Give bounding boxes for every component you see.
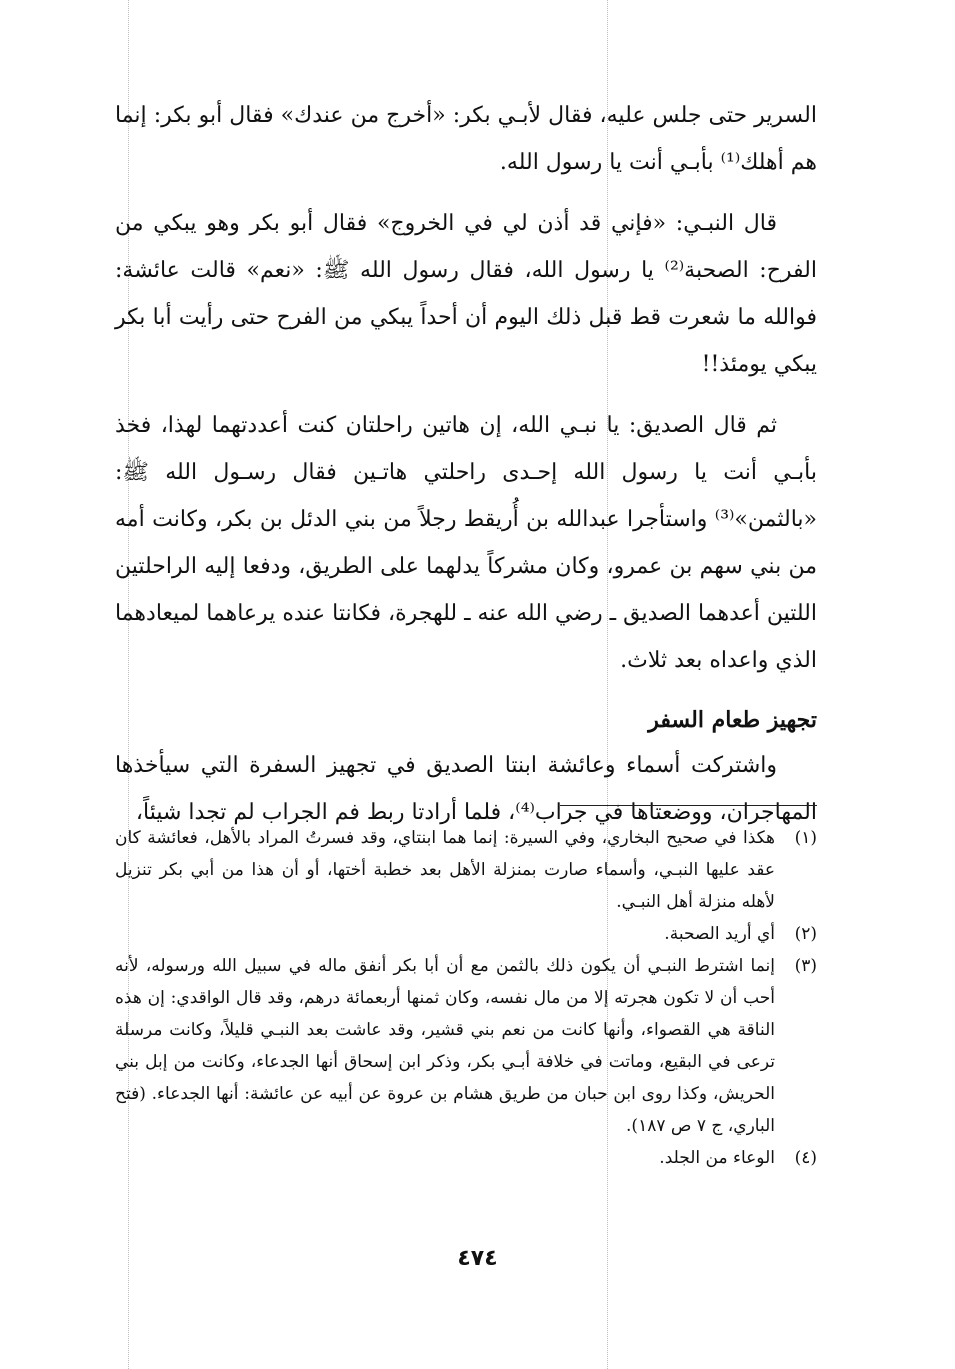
footnote-number: (٢) xyxy=(794,924,817,944)
page-number: ٤٧٤ xyxy=(457,1246,498,1271)
footnote-2 xyxy=(115,918,817,950)
footnote-text: أي أريد الصحبة. xyxy=(664,924,775,944)
paragraph-4: واشتركت أسماء وعائشة ابنتا الصديق في تجهيز السفرة التي سيأخذها المهاجران، ووضعتاها في جراب⁽⁴⁾، فلما أرادتا ربط فم الجراب لم تجدا شيئاً، xyxy=(115,753,817,825)
footnotes xyxy=(115,822,817,1174)
footnote-1 xyxy=(115,822,817,918)
footnote-divider xyxy=(560,805,817,806)
footnote-3 xyxy=(115,950,817,1142)
paragraph-3: ثم قال الصديق: يا نبـي الله، إن هاتين راحلتان كنت أعددتهما لهذا، فخذ بأبـي أنت يا رسول الله إحـدى راحلتي هاتـين فقال رسـول الله ﷺ: «بالثمن»⁽³⁾ واستأجرا عبدالله بن أُريقط رجلاً من بني الدئل بن بكر، وكانت أمه من بني سهم بن عمرو، وكان مشركاً يدلهما على الطريق، ودفعا إليه الراحلتين اللتين أعدهما الصديق ـ رضي الله عنه ـ للهجرة، فكانتا عنده يرعاهما لميعادهما الذي واعداه بعد ثلاث. xyxy=(115,413,817,673)
paragraph-1: السرير حتى جلس عليه، فقال لأبـي بكر: «أخرج من عندك» فقال أبو بكر: إنما هم أهلك⁽¹⁾ بأبـي أنت يا رسول الله. xyxy=(115,103,817,175)
footnote-text: الوعاء من الجلد. xyxy=(659,1148,775,1168)
page-body xyxy=(115,92,817,850)
footnote-text: إنما اشترط النبـي أن يكون ذلك بالثمن مع أن أبا بكر أنفق ماله في سبيل الله ورسوله، لأنه أحب أن لا تكون هجرته إلا من مال نفسه، وكان ثمنها أربعمائة درهم، وقد قال الواقدي: إن هذه الناقة هي القصواء، وأنها كانت من نعم بني قشير، وقد عاشت بعد النبـي قليلاً، وكانت مرسلة ترعى في البقيع، وماتت في خلافة أبـي بكر، وذكر ابن إسحاق أنها الجدعاء، وكانت من إبل بني الحريش، وكذا روى ابن حبان من طريق هشام بن عروة عن أبيه عن عائشة: أنها الجدعاء. (فتح الباري، ج ٧ ص ١٨٧). xyxy=(115,956,775,1136)
footnote-text: هكذا في صحيح البخاري، وفي السيرة: إنما هما ابنتاي، وقد فسرتُ المراد بالأهل، فعائشة كان عقد عليها النبـي، وأسماء صارت بمنزلة الأهل بعد خطبة أختها، أو أن هذا من أبي بكر تنزيل لأهله منزلة أهل النبـي. xyxy=(115,828,775,912)
paragraph-2: قال النبـي: «فإني قد أذن لي في الخروج» فقال أبو بكر وهو يبكي من الفرح: الصحبة⁽²⁾ يا رسول الله، فقال رسول الله ﷺ: «نعم» قالت عائشة: فوالله ما شعرت قط قبل ذلك اليوم أن أحداً يبكي من الفرح حتى رأيت أبا بكر يبكي يومئذ!! xyxy=(115,211,818,377)
footnote-number: (١) xyxy=(794,828,817,848)
footnote-number: (٤) xyxy=(794,1148,817,1168)
footnote-number: (٣) xyxy=(794,956,817,976)
section-heading: تجهيز طعام السفر xyxy=(648,707,817,733)
footnote-4 xyxy=(115,1142,817,1174)
